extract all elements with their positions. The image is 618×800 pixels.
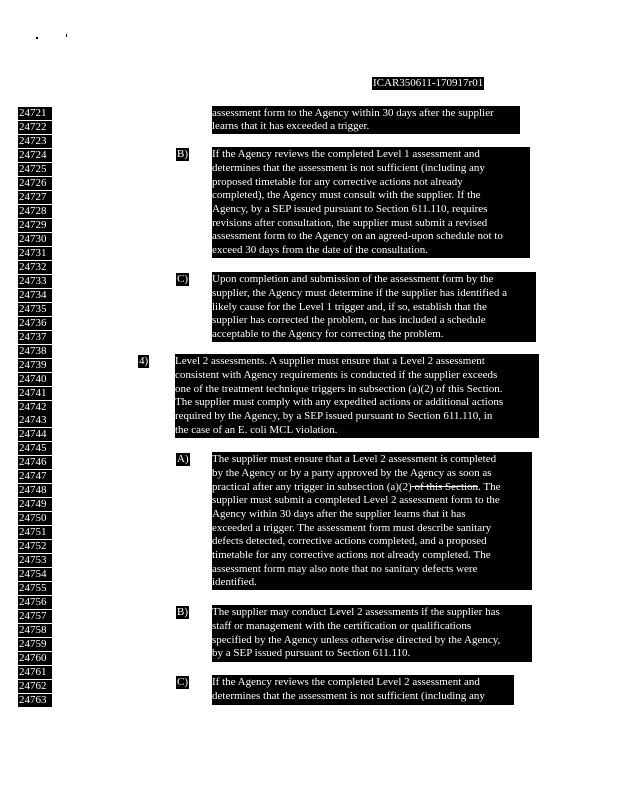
line-number: 24744 bbox=[18, 428, 52, 441]
item-marker-c: C) bbox=[177, 676, 188, 688]
text-line: identified. bbox=[212, 576, 257, 588]
line-number: 24746 bbox=[18, 456, 52, 469]
line-number: 24737 bbox=[18, 331, 52, 344]
text-line: If the Agency reviews the completed Level 1 assessment and bbox=[212, 148, 480, 160]
line-number: 24726 bbox=[18, 177, 52, 190]
text-line: The supplier may conduct Level 2 assessments if the supplier has bbox=[212, 606, 500, 618]
line-number: 24745 bbox=[18, 442, 52, 455]
text-line-with-deletion bbox=[212, 481, 500, 494]
text-line: required by the Agency, by a SEP issued pursuant to Section 611.110, in bbox=[175, 410, 493, 422]
text-block-b bbox=[212, 147, 530, 258]
text-line: The supplier must ensure that a Level 2 assessment is completed bbox=[212, 453, 497, 465]
text-line: staff or management with the certification or qualifications bbox=[212, 620, 472, 632]
line-number: 24755 bbox=[18, 582, 52, 595]
text-line: The supplier must comply with any expedited actions or additional actions bbox=[175, 396, 504, 408]
text-line: learns that it has exceeded a trigger. bbox=[212, 120, 370, 132]
text-line: Agency, by a SEP issued pursuant to Section 611.110, requires bbox=[212, 203, 488, 215]
text-line: likely cause for the Level 1 trigger and, if so, establish that the bbox=[212, 301, 487, 313]
line-number: 24742 bbox=[18, 401, 52, 414]
line-number: 24754 bbox=[18, 568, 52, 581]
text-line: If the Agency reviews the completed Level 2 assessment and bbox=[212, 676, 480, 688]
text-line: determines that the assessment is not sufficient (including any bbox=[212, 162, 485, 174]
text-segment: . The bbox=[478, 481, 501, 493]
text-line: Upon completion and submission of the assessment form by the bbox=[212, 273, 494, 285]
line-number: 24731 bbox=[18, 247, 52, 260]
line-number: 24734 bbox=[18, 289, 52, 302]
line-number: 24752 bbox=[18, 540, 52, 553]
text-block-4c bbox=[212, 675, 514, 705]
text-line: assessment form to the Agency on an agreed-upon schedule not to bbox=[212, 230, 503, 242]
text-line: supplier must submit a completed Level 2 assessment form to the bbox=[212, 494, 500, 506]
line-number: 24759 bbox=[18, 638, 52, 651]
text-block-4a bbox=[212, 452, 532, 590]
text-line: supplier has corrected the problem, or has included a schedule bbox=[212, 314, 486, 326]
text-line: exceed 30 days from the date of the consultation. bbox=[212, 244, 428, 256]
line-number: 24739 bbox=[18, 359, 52, 372]
text-line: assessment form to the Agency within 30 days after the supplier bbox=[212, 107, 494, 119]
text-line: by the Agency or by a party approved by the Agency as soon as bbox=[212, 467, 492, 479]
text-block-4b bbox=[212, 605, 532, 662]
text-line: the case of an E. coli MCL violation. bbox=[175, 424, 338, 436]
scan-speck bbox=[36, 37, 38, 39]
line-number: 24727 bbox=[18, 191, 52, 204]
line-number: 24724 bbox=[18, 149, 52, 162]
text-line: supplier, the Agency must determine if the supplier has identified a bbox=[212, 287, 507, 299]
line-number: 24722 bbox=[18, 121, 52, 134]
line-number: 24733 bbox=[18, 275, 52, 288]
text-line: assessment form may also note that no sanitary defects were bbox=[212, 563, 478, 575]
line-number: 24749 bbox=[18, 498, 52, 511]
line-number: 24740 bbox=[18, 373, 52, 386]
text-block-continuation bbox=[212, 106, 520, 134]
line-number: 24748 bbox=[18, 484, 52, 497]
line-number: 24760 bbox=[18, 652, 52, 665]
line-number: 24721 bbox=[18, 107, 52, 120]
document-id: ICAR350611-170917r01 bbox=[373, 77, 484, 89]
line-number: 24725 bbox=[18, 163, 52, 176]
text-line: specified by the Agency unless otherwise directed by the Agency, bbox=[212, 634, 501, 646]
text-block-c bbox=[212, 272, 536, 342]
text-line: Agency within 30 days after the supplier learns that it has bbox=[212, 508, 466, 520]
item-marker-b: B) bbox=[177, 606, 188, 618]
text-line: completed), the Agency must consult with the supplier. If the bbox=[212, 189, 481, 201]
item-marker-b: B) bbox=[177, 148, 188, 160]
line-number: 24753 bbox=[18, 554, 52, 567]
line-number: 24743 bbox=[18, 414, 52, 427]
text-line: revisions after consultation, the supplier must submit a revised bbox=[212, 217, 488, 229]
line-number: 24750 bbox=[18, 512, 52, 525]
line-number: 24730 bbox=[18, 233, 52, 246]
line-number: 24728 bbox=[18, 205, 52, 218]
line-number: 24741 bbox=[18, 387, 52, 400]
line-number: 24735 bbox=[18, 303, 52, 316]
line-number: 24751 bbox=[18, 526, 52, 539]
text-line: timetable for any corrective actions not already completed. The bbox=[212, 549, 491, 561]
text-line: defects detected, corrective actions completed, and a proposed bbox=[212, 535, 487, 547]
text-line: one of the treatment technique triggers in subsection (a)(2) of this Section. bbox=[175, 383, 503, 395]
line-number: 24732 bbox=[18, 261, 52, 274]
line-number: 24738 bbox=[18, 345, 52, 358]
line-number: 24729 bbox=[18, 219, 52, 232]
item-marker-a: A) bbox=[177, 453, 189, 465]
text-line: Level 2 assessments. A supplier must ensure that a Level 2 assessment bbox=[175, 355, 485, 367]
text-line: by a SEP issued pursuant to Section 611.110. bbox=[212, 647, 411, 659]
line-number: 24762 bbox=[18, 680, 52, 693]
line-number: 24747 bbox=[18, 470, 52, 483]
line-number: 24758 bbox=[18, 624, 52, 637]
scan-speck bbox=[66, 34, 67, 37]
text-line: exceeded a trigger. The assessment form must describe sanitary bbox=[212, 522, 492, 534]
line-number: 24761 bbox=[18, 666, 52, 679]
text-block-4 bbox=[175, 354, 539, 438]
line-number: 24736 bbox=[18, 317, 52, 330]
item-marker-4: 4) bbox=[139, 355, 149, 367]
item-marker-c: C) bbox=[177, 273, 188, 285]
line-number: 24763 bbox=[18, 694, 52, 707]
text-line: proposed timetable for any corrective actions not already bbox=[212, 176, 463, 188]
line-number: 24756 bbox=[18, 596, 52, 609]
line-number: 24723 bbox=[18, 135, 52, 148]
text-line: acceptable to the Agency for correcting the problem. bbox=[212, 328, 444, 340]
deleted-text: of this Section bbox=[411, 481, 479, 493]
text-line: consistent with Agency requirements is conducted if the supplier exceeds bbox=[175, 369, 498, 381]
text-segment: practical after any trigger in subsection (a)(2) bbox=[212, 481, 412, 493]
text-line: determines that the assessment is not sufficient (including any bbox=[212, 690, 485, 702]
line-number: 24757 bbox=[18, 610, 52, 623]
